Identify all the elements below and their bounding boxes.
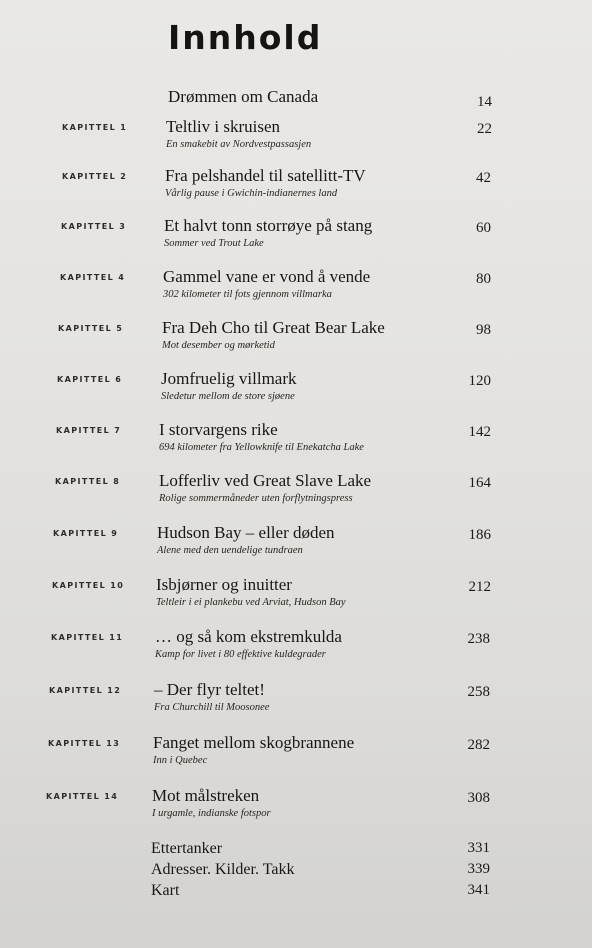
entry-page-number: 282 [467, 737, 490, 753]
toc-entry-backmatter-2 [0, 861, 592, 883]
toc-entry-chapter-10 [0, 575, 592, 621]
entry-title: Fra pelshandel til satellitt-TV [165, 166, 366, 185]
chapter-label: KAPITTEL 1 [62, 123, 128, 132]
chapter-label: KAPITTEL 11 [51, 633, 124, 642]
entry-title: … og så kom ekstremkulda [155, 627, 342, 646]
chapter-label: KAPITTEL 3 [61, 222, 127, 231]
chapter-label: KAPITTEL 14 [46, 792, 119, 801]
entry-subtitle: En smakebit av Nordvestpassasjen [166, 139, 312, 150]
chapter-label: KAPITTEL 4 [60, 273, 126, 282]
entry-title: Fra Deh Cho til Great Bear Lake [162, 318, 385, 337]
toc-entry-chapter-1 [0, 117, 592, 163]
toc-entry-chapter-2 [0, 166, 592, 212]
toc-entry-chapter-4 [0, 267, 592, 313]
toc-entry-backmatter-1 [0, 840, 592, 862]
entry-title: Isbjørner og inuitter [156, 575, 292, 594]
entry-title: Mot målstreken [152, 786, 260, 805]
chapter-label: KAPITTEL 8 [55, 477, 121, 486]
entry-subtitle: Sledetur mellom de store sjøene [161, 391, 295, 402]
entry-page-number: 308 [467, 790, 490, 806]
entry-title: Adresser. Kilder. Takk [151, 861, 295, 878]
entry-title: Ettertanker [151, 840, 223, 857]
entry-page-number: 42 [476, 170, 491, 186]
entry-subtitle: I urgamle, indianske fotspor [152, 808, 271, 819]
entry-subtitle: Alene med den uendelige tundraen [157, 545, 303, 556]
toc-entry-chapter-7 [0, 420, 592, 466]
toc-entry-chapter-9 [0, 523, 592, 569]
entry-subtitle: Teltleir i ei plankebu ved Arviat, Hudson Bay [156, 597, 346, 608]
chapter-label: KAPITTEL 10 [52, 581, 125, 590]
entry-page-number: 142 [468, 424, 491, 440]
entry-page-number: 238 [467, 631, 490, 647]
toc-entry-chapter-14 [0, 786, 592, 832]
entry-title: I storvargens rike [159, 420, 278, 439]
entry-title: Lofferliv ved Great Slave Lake [159, 471, 372, 490]
entry-page-number: 186 [468, 527, 491, 543]
entry-title: Jomfruelig villmark [161, 369, 297, 388]
chapter-label: KAPITTEL 7 [56, 426, 122, 435]
chapter-label: KAPITTEL 6 [57, 375, 123, 384]
page-title: Innhold [168, 18, 323, 57]
chapter-label: KAPITTEL 2 [62, 172, 128, 181]
entry-subtitle: Rolige sommermåneder uten forflytningspress [159, 493, 353, 504]
entry-page-number: 120 [468, 373, 491, 389]
toc-entry-chapter-3 [0, 216, 592, 262]
entry-page-number: 60 [476, 220, 491, 236]
toc-entry-chapter-5 [0, 318, 592, 364]
entry-title: – Der flyr teltet! [154, 680, 265, 699]
entry-page-number: 212 [468, 579, 491, 595]
entry-title: Gammel vane er vond å vende [163, 267, 371, 286]
entry-title: Fanget mellom skogbrannene [153, 733, 355, 752]
entry-subtitle: Sommer ved Trout Lake [164, 238, 264, 249]
entry-page-number: 98 [476, 322, 491, 338]
entry-title: Et halvt tonn storrøye på stang [164, 216, 373, 235]
entry-page-number: 258 [467, 684, 490, 700]
entry-page-number: 331 [467, 840, 490, 856]
entry-subtitle: 694 kilometer fra Yellowknife til Enekatcha Lake [159, 442, 364, 453]
chapter-label: KAPITTEL 13 [48, 739, 121, 748]
entry-page-number: 339 [467, 861, 490, 877]
entry-subtitle: 302 kilometer til fots gjennom villmarka [163, 289, 332, 300]
entry-page-number: 341 [467, 882, 490, 898]
toc-entry-chapter-8 [0, 471, 592, 517]
toc-entry-chapter-11 [0, 627, 592, 673]
chapter-label: KAPITTEL 9 [53, 529, 119, 538]
chapter-label: KAPITTEL 5 [58, 324, 124, 333]
entry-title: Hudson Bay – eller døden [157, 523, 335, 542]
entry-subtitle: Fra Churchill til Moosonee [154, 702, 270, 713]
toc-entry-backmatter-3 [0, 882, 592, 904]
toc-entry-chapter-12 [0, 680, 592, 726]
entry-title: Drømmen om Canada [168, 87, 319, 106]
entry-subtitle: Kamp for livet i 80 effektive kuldegrader [155, 649, 326, 660]
entry-page-number: 80 [476, 271, 491, 287]
entry-subtitle: Inn i Quebec [153, 755, 208, 766]
entry-page-number: 14 [477, 94, 492, 110]
entry-page-number: 164 [468, 475, 491, 491]
entry-page-number: 22 [477, 121, 492, 137]
chapter-label: KAPITTEL 12 [49, 686, 122, 695]
entry-subtitle: Vårlig pause i Gwichin-indianernes land [165, 188, 338, 199]
entry-title: Kart [151, 882, 180, 899]
entry-title: Teltliv i skruisen [166, 117, 281, 136]
toc-entry-chapter-13 [0, 733, 592, 779]
toc-entry-chapter-6 [0, 369, 592, 415]
entry-subtitle: Mot desember og mørketid [162, 340, 275, 351]
